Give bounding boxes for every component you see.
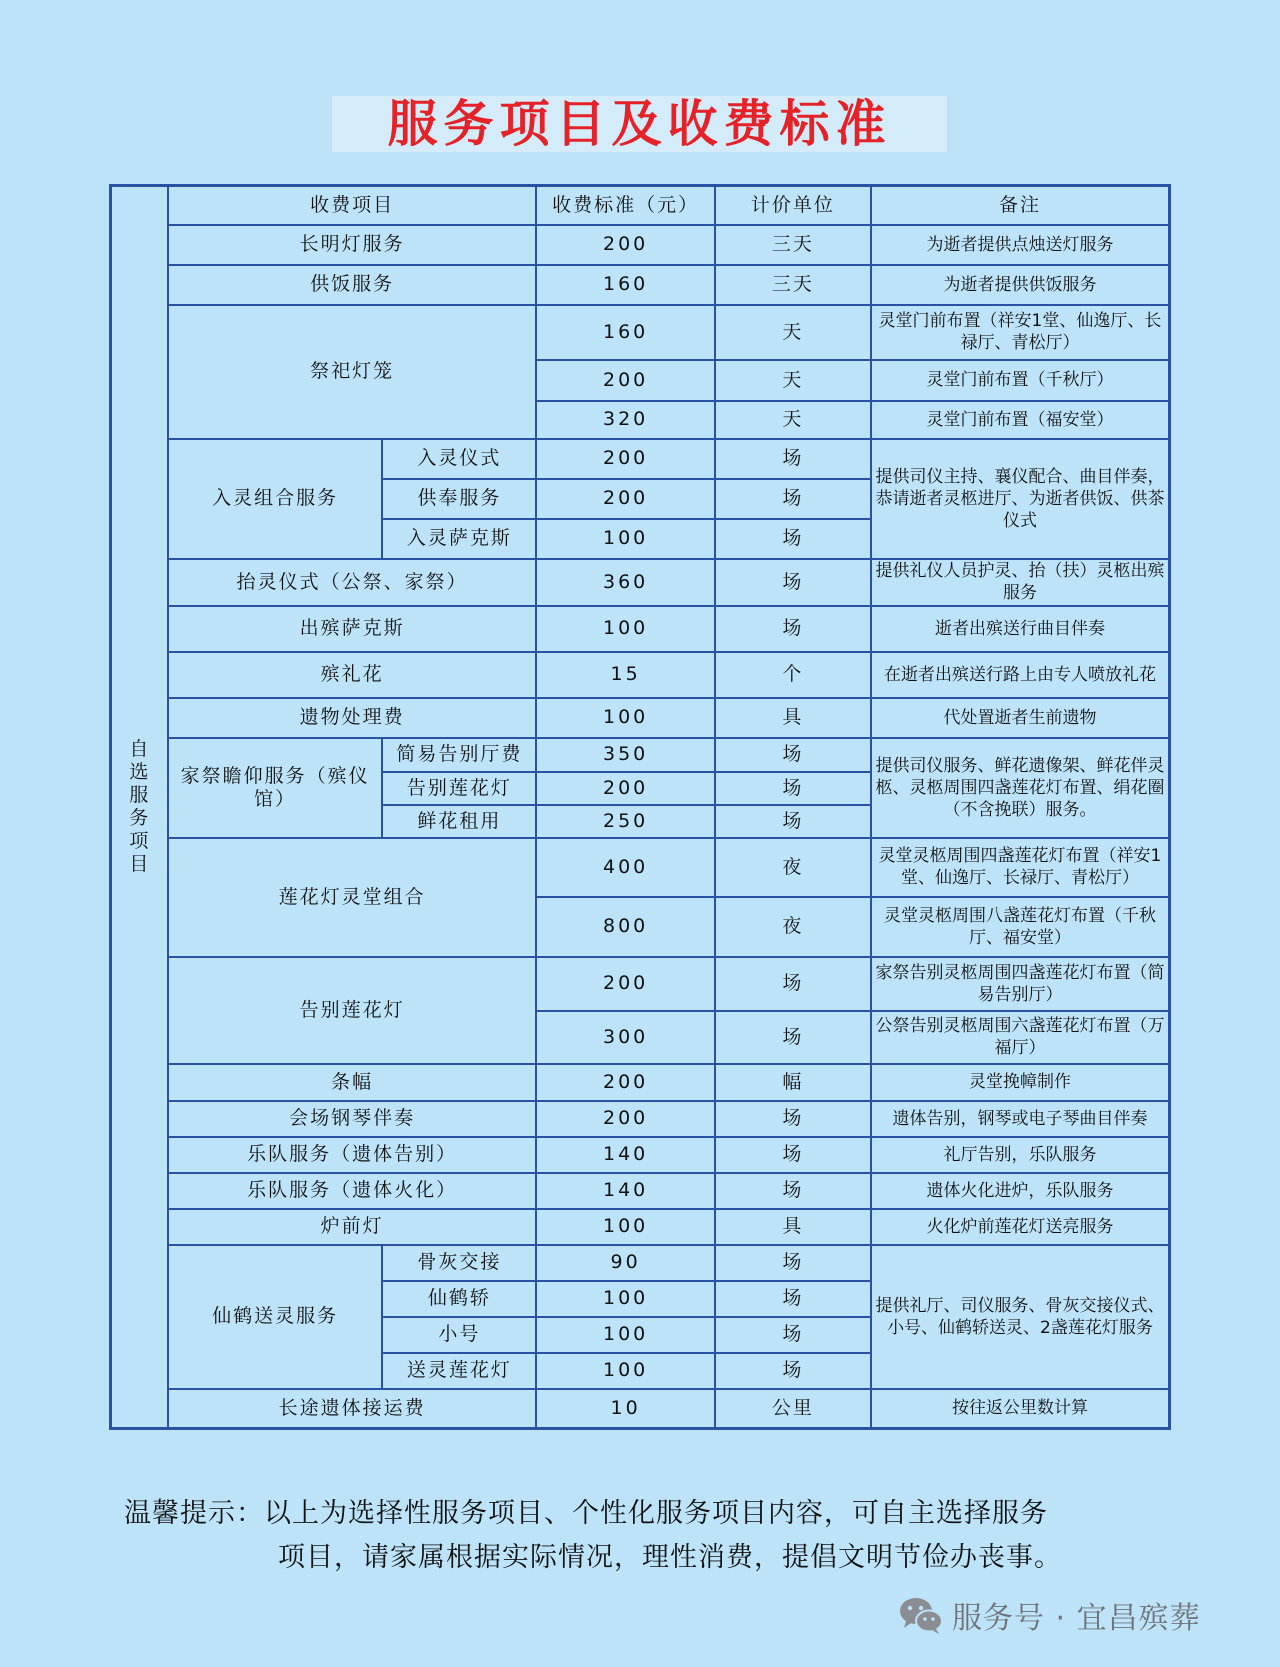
- row-unit: 场: [715, 559, 871, 606]
- row-note: 灵堂门前布置（福安堂）: [871, 401, 1170, 439]
- row-unit: 场: [715, 957, 871, 1011]
- table-row: [111, 559, 1170, 606]
- table-row: [111, 652, 1170, 698]
- row-unit: 个: [715, 652, 871, 698]
- row-note: 代处置逝者生前遗物: [871, 698, 1170, 738]
- row-price: 10: [536, 1389, 714, 1429]
- row-unit: 具: [715, 698, 871, 738]
- row-unit: 场: [715, 1173, 871, 1209]
- wechat-icon: [898, 1595, 944, 1635]
- row-subitem: 简易告别厅费: [382, 738, 536, 772]
- row-note: 为逝者提供点烛送灯服务: [871, 225, 1170, 265]
- row-item: 莲花灯灵堂组合: [168, 838, 537, 957]
- fee-table: [109, 184, 1171, 1430]
- watermark: [898, 1593, 1201, 1637]
- header-note: 备注: [871, 186, 1170, 225]
- table-row: [111, 1389, 1170, 1429]
- table-row: [111, 265, 1170, 305]
- page-title: 服务项目及收费标准: [387, 95, 892, 153]
- row-price: 140: [536, 1137, 714, 1173]
- row-price: 320: [536, 401, 714, 439]
- table-header-row: [111, 186, 1170, 225]
- row-price: 100: [536, 1209, 714, 1245]
- row-price: 160: [536, 265, 714, 305]
- table-row: [111, 1137, 1170, 1173]
- row-unit: 夜: [715, 838, 871, 897]
- row-note: 按往返公里数计算: [871, 1389, 1170, 1429]
- row-item: 乐队服务（遗体告别）: [168, 1137, 537, 1173]
- row-note: 在逝者出殡送行路上由专人喷放礼花: [871, 652, 1170, 698]
- row-item: 家祭瞻仰服务（殡仪馆）: [168, 738, 383, 838]
- row-subitem: 鲜花租用: [382, 805, 536, 838]
- table-row: [111, 1209, 1170, 1245]
- row-note: 灵堂门前布置（祥安1堂、仙逸厅、长禄厅、青松厅）: [871, 305, 1170, 360]
- row-item: 遗物处理费: [168, 698, 537, 738]
- table-row: [111, 439, 1170, 479]
- row-price: 100: [536, 1317, 714, 1353]
- table-row: [111, 738, 1170, 772]
- row-price: 200: [536, 1101, 714, 1137]
- row-note: 遗体告别，钢琴或电子琴曲目伴奏: [871, 1101, 1170, 1137]
- row-note: 提供礼仪人员护灵、抬（扶）灵柩出殡服务: [871, 559, 1170, 606]
- row-unit: 场: [715, 606, 871, 652]
- category-cell: [111, 186, 168, 1429]
- row-item: 殡礼花: [168, 652, 537, 698]
- row-note: 提供礼厅、司仪服务、骨灰交接仪式、小号、仙鹤轿送灵、2盏莲花灯服务: [871, 1245, 1170, 1389]
- row-note: 提供司仪主持、襄仪配合、曲目伴奏，恭请逝者灵柩进厅、为逝者供饭、供茶仪式: [871, 439, 1170, 559]
- table-row: [111, 305, 1170, 360]
- row-unit: 场: [715, 1317, 871, 1353]
- row-unit: 天: [715, 305, 871, 360]
- row-unit: 场: [715, 1101, 871, 1137]
- row-unit: 场: [715, 479, 871, 519]
- row-note: 灵堂灵柩周围八盏莲花灯布置（千秋厅、福安堂）: [871, 897, 1170, 957]
- row-subitem: 骨灰交接: [382, 1245, 536, 1281]
- row-price: 200: [536, 479, 714, 519]
- row-subitem: 供奉服务: [382, 479, 536, 519]
- row-note: 公祭告别灵柩周围六盏莲花灯布置（万福厅）: [871, 1011, 1170, 1064]
- row-note: 灵堂挽幛制作: [871, 1064, 1170, 1101]
- row-item: 长明灯服务: [168, 225, 537, 265]
- row-item: 供饭服务: [168, 265, 537, 305]
- table-row: [111, 1101, 1170, 1137]
- row-item: 乐队服务（遗体火化）: [168, 1173, 537, 1209]
- row-price: 200: [536, 225, 714, 265]
- row-note: 灵堂门前布置（千秋厅）: [871, 360, 1170, 401]
- row-unit: 场: [715, 519, 871, 559]
- row-price: 250: [536, 805, 714, 838]
- row-item: 出殡萨克斯: [168, 606, 537, 652]
- table-row: [111, 606, 1170, 652]
- header-item: 收费项目: [168, 186, 537, 225]
- row-unit: 场: [715, 772, 871, 805]
- row-price: 300: [536, 1011, 714, 1064]
- row-unit: 公里: [715, 1389, 871, 1429]
- row-price: 100: [536, 519, 714, 559]
- row-unit: 天: [715, 360, 871, 401]
- table-row: [111, 1064, 1170, 1101]
- row-item: 抬灵仪式（公祭、家祭）: [168, 559, 537, 606]
- row-item: 条幅: [168, 1064, 537, 1101]
- row-price: 100: [536, 1353, 714, 1389]
- row-price: 200: [536, 439, 714, 479]
- row-price: 90: [536, 1245, 714, 1281]
- row-subitem: 入灵萨克斯: [382, 519, 536, 559]
- row-price: 350: [536, 738, 714, 772]
- row-unit: 天: [715, 401, 871, 439]
- row-subitem: 小号: [382, 1317, 536, 1353]
- table-row: [111, 225, 1170, 265]
- row-note: 礼厅告别，乐队服务: [871, 1137, 1170, 1173]
- table-row: [111, 957, 1170, 1011]
- row-unit: 场: [715, 1281, 871, 1317]
- row-note: 遗体火化进炉，乐队服务: [871, 1173, 1170, 1209]
- row-unit: 场: [715, 439, 871, 479]
- tip-line-2: 项目，请家属根据实际情况，理性消费，提倡文明节俭办丧事。: [278, 1542, 1062, 1573]
- row-unit: 三天: [715, 225, 871, 265]
- row-price: 200: [536, 772, 714, 805]
- title-banner: [332, 96, 947, 152]
- table-row: [111, 698, 1170, 738]
- row-unit: 夜: [715, 897, 871, 957]
- row-price: 200: [536, 360, 714, 401]
- table-row: [111, 838, 1170, 897]
- row-subitem: 告别莲花灯: [382, 772, 536, 805]
- row-item: 告别莲花灯: [168, 957, 537, 1064]
- row-unit: 场: [715, 1353, 871, 1389]
- row-item: 炉前灯: [168, 1209, 537, 1245]
- tip-line-1: 温馨提示：以上为选择性服务项目、个性化服务项目内容，可自主选择服务: [124, 1498, 1048, 1529]
- row-note: 家祭告别灵柩周围四盏莲花灯布置（简易告别厅）: [871, 957, 1170, 1011]
- row-price: 160: [536, 305, 714, 360]
- row-unit: 具: [715, 1209, 871, 1245]
- row-note: 提供司仪服务、鲜花遗像架、鲜花伴灵柩、灵柩周围四盏莲花灯布置、绢花圈（不含挽联）服务。: [871, 738, 1170, 838]
- row-unit: 场: [715, 1011, 871, 1064]
- row-unit: 幅: [715, 1064, 871, 1101]
- row-price: 200: [536, 1064, 714, 1101]
- row-price: 800: [536, 897, 714, 957]
- header-unit: 计价单位: [715, 186, 871, 225]
- row-item: 入灵组合服务: [168, 439, 383, 559]
- row-price: 15: [536, 652, 714, 698]
- row-price: 100: [536, 698, 714, 738]
- category-label: 自选服务项目: [129, 738, 151, 875]
- row-unit: 三天: [715, 265, 871, 305]
- table-row: [111, 1245, 1170, 1281]
- row-price: 200: [536, 957, 714, 1011]
- row-subitem: 仙鹤轿: [382, 1281, 536, 1317]
- row-unit: 场: [715, 738, 871, 772]
- row-price: 100: [536, 1281, 714, 1317]
- row-subitem: 送灵莲花灯: [382, 1353, 536, 1389]
- row-price: 400: [536, 838, 714, 897]
- row-item: 祭祀灯笼: [168, 305, 537, 439]
- row-note: 逝者出殡送行曲目伴奏: [871, 606, 1170, 652]
- table-row: [111, 1173, 1170, 1209]
- row-price: 100: [536, 606, 714, 652]
- header-price: 收费标准（元）: [536, 186, 714, 225]
- row-subitem: 入灵仪式: [382, 439, 536, 479]
- row-item: 长途遗体接运费: [168, 1389, 537, 1429]
- watermark-text: 服务号 · 宜昌殡葬: [952, 1601, 1201, 1636]
- row-note: 为逝者提供供饭服务: [871, 265, 1170, 305]
- row-unit: 场: [715, 1245, 871, 1281]
- row-item: 会场钢琴伴奏: [168, 1101, 537, 1137]
- row-unit: 场: [715, 805, 871, 838]
- row-price: 360: [536, 559, 714, 606]
- row-note: 火化炉前莲花灯送亮服务: [871, 1209, 1170, 1245]
- row-item: 仙鹤送灵服务: [168, 1245, 383, 1389]
- row-note: 灵堂灵柩周围四盏莲花灯布置（祥安1堂、仙逸厅、长禄厅、青松厅）: [871, 838, 1170, 897]
- row-price: 140: [536, 1173, 714, 1209]
- row-unit: 场: [715, 1137, 871, 1173]
- warm-tip: [124, 1492, 1184, 1580]
